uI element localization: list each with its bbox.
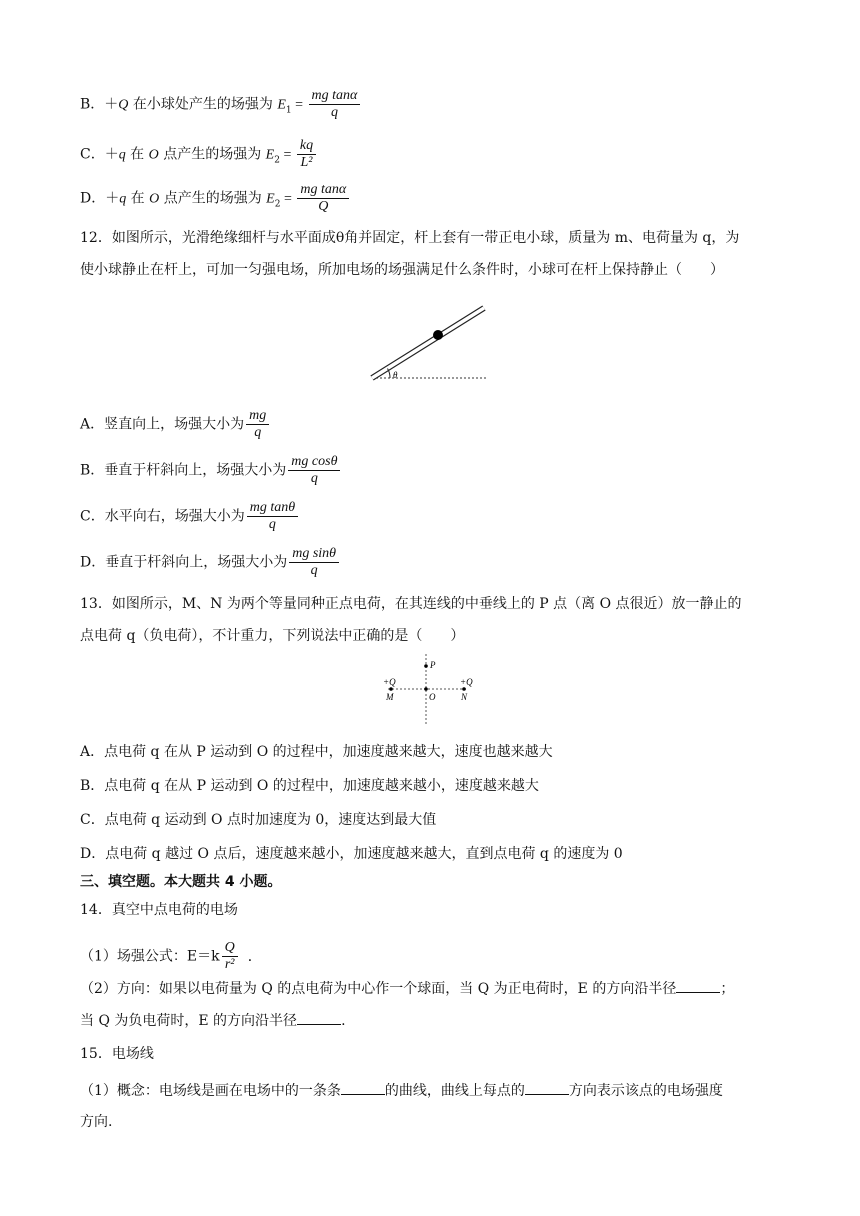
- charge-n-dot: [462, 687, 466, 691]
- q12-option-c: C．水平向右，场强大小为 $\frac{\text{mg tanθ}}{q}$: [80, 500, 300, 533]
- section-3-heading: 三、填空题。本大题共 4 小题。: [80, 874, 282, 890]
- charge-m-dot: [389, 687, 393, 691]
- q11-option-c: C．＋q 在 O 点产生的场强为 $E_2$ = $\frac{kq}{\text{L²}}$: [80, 138, 318, 171]
- angle-label: θ: [393, 370, 398, 380]
- q12-option-b: B．垂直于杆斜向上，场强大小为 $\frac{\text{mg cosθ}}{q}$: [80, 454, 342, 487]
- q12-rod-figure: [366, 300, 490, 384]
- charge-n-sign: +Q: [460, 677, 473, 687]
- q12-stem-line1: 12．如图所示，光滑绝缘细杆与水平面成θ角并固定，杆上套有一带正电小球，质量为 m、电荷量为 q，为: [80, 230, 740, 246]
- q13-stem-line1: 13．如图所示，M、N 为两个等量同种正点电荷，在其连线的中垂线上的 P 点（离 O 点很近）放一静止的: [80, 596, 742, 612]
- q11-option-d: D．＋q 在 O 点产生的场强为 $E_2$ = $\frac{\text{mg tanα}}{Q}$: [80, 182, 351, 215]
- q13-option-a: A．点电荷 q 在从 P 运动到 O 的过程中，加速度越来越大，速度也越来越大: [80, 744, 553, 760]
- point-o-dot: [424, 687, 428, 691]
- q14-title: 14．真空中点电荷的电场: [80, 902, 238, 918]
- q12-option-a: A．竖直向上，场强大小为 $\frac{mg}{q}$: [80, 408, 271, 441]
- point-n-label: N: [461, 692, 468, 702]
- q13-stem-line2: 点电荷 q（负电荷），不计重力，下列说法中正确的是（ ）: [80, 628, 465, 644]
- q13-option-c: C．点电荷 q 运动到 O 点时加速度为 0，速度达到最大值: [80, 812, 437, 828]
- q15-concept-line2: 方向.: [80, 1114, 113, 1130]
- q15-concept-line1: （1）概念：电场线是画在电场中的一条条 的曲线，曲线上每点的 方向表示该点的电场强度: [80, 1080, 723, 1101]
- point-o-label: O: [429, 692, 436, 702]
- q14-direction-line2: 当 Q 为负电荷时，E 的方向沿半径 .: [80, 1010, 346, 1031]
- q13-charge-figure: [378, 652, 478, 728]
- q12-option-d: D．垂直于杆斜向上，场强大小为 $\frac{\text{mg sinθ}}{q}$: [80, 546, 341, 579]
- charge-m-sign: +Q: [383, 677, 396, 687]
- point-p-label: P: [430, 660, 436, 670]
- charged-ball: [433, 330, 443, 340]
- rod-inner: [372, 308, 484, 378]
- q13-option-d: D．点电荷 q 越过 O 点后，速度越来越小，加速度越来越大，直到点电荷 q 的速度为 0: [80, 846, 623, 862]
- q14-blank-2[interactable]: [297, 1010, 341, 1025]
- point-m-label: M: [386, 692, 394, 702]
- q15-title: 15．电场线: [80, 1046, 154, 1062]
- q14-formula: （1）场强公式：E＝k $\frac{Q}{\text{r²}}$ ．: [80, 940, 262, 972]
- q14-blank-1[interactable]: [676, 978, 720, 993]
- q13-option-b: B．点电荷 q 在从 P 运动到 O 的过程中，加速度越来越小，速度越来越大: [80, 778, 539, 794]
- q15-blank-1[interactable]: [341, 1080, 385, 1095]
- q11-option-b: B．＋Q 在小球处产生的场强为 $E_1$ = $\frac{\text{mg tanα}}{q}$: [80, 88, 362, 121]
- q15-blank-2[interactable]: [525, 1080, 569, 1095]
- point-p-dot: [424, 664, 428, 668]
- q12-stem-line2: 使小球静止在杆上，可加一匀强电场，所加电场的场强满足什么条件时，小球可在杆上保持静止（ ）: [80, 262, 724, 278]
- q14-direction-line1: （2）方向：如果以电荷量为 Q 的点电荷为中心作一个球面，当 Q 为正电荷时，E 的方向沿半径 ；: [80, 978, 734, 999]
